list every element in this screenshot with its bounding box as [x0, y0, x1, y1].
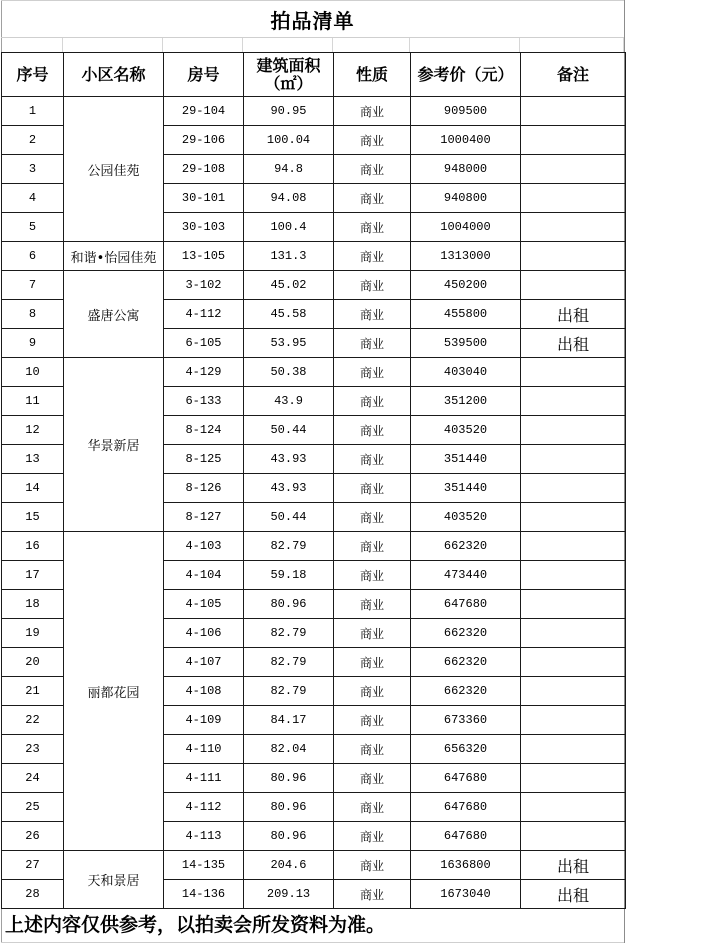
room-number-cell: 8-124 [164, 416, 244, 445]
room-number-cell: 4-111 [164, 764, 244, 793]
nature-cell: 商业 [334, 329, 411, 358]
empty-row [1, 38, 624, 52]
nature-cell: 商业 [334, 387, 411, 416]
room-number-cell: 30-101 [164, 184, 244, 213]
remark-cell [521, 97, 626, 126]
community-name-cell: 天和景居 [64, 851, 164, 909]
remark-cell [521, 416, 626, 445]
price-cell: 662320 [411, 619, 521, 648]
area-cell: 82.79 [244, 648, 334, 677]
serial-number-cell: 20 [2, 648, 64, 677]
room-number-cell: 4-113 [164, 822, 244, 851]
empty-cell [163, 38, 243, 52]
area-cell: 50.38 [244, 358, 334, 387]
serial-number-cell: 19 [2, 619, 64, 648]
room-number-cell: 29-108 [164, 155, 244, 184]
area-cell: 43.9 [244, 387, 334, 416]
room-number-cell: 4-112 [164, 793, 244, 822]
nature-cell: 商业 [334, 416, 411, 445]
price-cell: 455800 [411, 300, 521, 329]
serial-number-cell: 21 [2, 677, 64, 706]
remark-cell: 出租 [521, 300, 626, 329]
area-cell: 100.4 [244, 213, 334, 242]
nature-cell: 商业 [334, 880, 411, 909]
remark-cell [521, 822, 626, 851]
serial-number-cell: 1 [2, 97, 64, 126]
nature-cell: 商业 [334, 706, 411, 735]
price-cell: 351440 [411, 445, 521, 474]
area-cell: 94.8 [244, 155, 334, 184]
remark-cell [521, 735, 626, 764]
price-cell: 647680 [411, 590, 521, 619]
table-row [2, 271, 626, 300]
community-name-cell: 盛唐公寓 [64, 271, 164, 358]
empty-cell [520, 38, 624, 52]
community-name-cell: 华景新居 [64, 358, 164, 532]
price-cell: 403040 [411, 358, 521, 387]
auction-items-table [1, 52, 626, 909]
room-number-cell: 4-106 [164, 619, 244, 648]
header-reference-price: 参考价（元） [411, 53, 521, 97]
area-cell: 204.6 [244, 851, 334, 880]
nature-cell: 商业 [334, 184, 411, 213]
price-cell: 351440 [411, 474, 521, 503]
area-cell: 53.95 [244, 329, 334, 358]
price-cell: 403520 [411, 416, 521, 445]
remark-cell [521, 358, 626, 387]
price-cell: 647680 [411, 793, 521, 822]
nature-cell: 商业 [334, 126, 411, 155]
price-cell: 662320 [411, 648, 521, 677]
area-cell: 80.96 [244, 590, 334, 619]
nature-cell: 商业 [334, 822, 411, 851]
serial-number-cell: 6 [2, 242, 64, 271]
sheet-title: 拍品清单 [1, 0, 624, 38]
remark-cell [521, 155, 626, 184]
serial-number-cell: 12 [2, 416, 64, 445]
nature-cell: 商业 [334, 793, 411, 822]
nature-cell: 商业 [334, 677, 411, 706]
table-row [2, 97, 626, 126]
nature-cell: 商业 [334, 213, 411, 242]
remark-cell [521, 648, 626, 677]
table-body [2, 97, 626, 909]
remark-cell [521, 184, 626, 213]
price-cell: 1004000 [411, 213, 521, 242]
serial-number-cell: 26 [2, 822, 64, 851]
area-cell: 82.79 [244, 532, 334, 561]
nature-cell: 商业 [334, 358, 411, 387]
area-cell: 94.08 [244, 184, 334, 213]
header-area-label: 建筑面积 [256, 55, 321, 75]
room-number-cell: 30-103 [164, 213, 244, 242]
area-cell: 90.95 [244, 97, 334, 126]
header-community-name: 小区名称 [64, 53, 164, 97]
area-cell: 80.96 [244, 793, 334, 822]
empty-cell [243, 38, 333, 52]
remark-cell [521, 590, 626, 619]
area-cell: 84.17 [244, 706, 334, 735]
serial-number-cell: 9 [2, 329, 64, 358]
nature-cell: 商业 [334, 590, 411, 619]
table-row [2, 851, 626, 880]
price-cell: 473440 [411, 561, 521, 590]
header-row [2, 53, 626, 97]
serial-number-cell: 25 [2, 793, 64, 822]
room-number-cell: 4-109 [164, 706, 244, 735]
remark-cell [521, 271, 626, 300]
remark-cell: 出租 [521, 329, 626, 358]
price-cell: 647680 [411, 822, 521, 851]
room-number-cell: 29-106 [164, 126, 244, 155]
serial-number-cell: 27 [2, 851, 64, 880]
nature-cell: 商业 [334, 503, 411, 532]
remark-cell: 出租 [521, 851, 626, 880]
community-name-cell: 公园佳苑 [64, 97, 164, 242]
remark-cell [521, 706, 626, 735]
serial-number-cell: 18 [2, 590, 64, 619]
serial-number-cell: 5 [2, 213, 64, 242]
header-building-area [244, 53, 334, 97]
remark-cell [521, 242, 626, 271]
serial-number-cell: 8 [2, 300, 64, 329]
serial-number-cell: 16 [2, 532, 64, 561]
room-number-cell: 4-129 [164, 358, 244, 387]
remark-cell [521, 532, 626, 561]
room-number-cell: 4-105 [164, 590, 244, 619]
nature-cell: 商业 [334, 619, 411, 648]
remark-cell [521, 387, 626, 416]
room-number-cell: 8-127 [164, 503, 244, 532]
nature-cell: 商业 [334, 474, 411, 503]
nature-cell: 商业 [334, 242, 411, 271]
nature-cell: 商业 [334, 532, 411, 561]
area-cell: 43.93 [244, 474, 334, 503]
price-cell: 662320 [411, 677, 521, 706]
nature-cell: 商业 [334, 764, 411, 793]
remark-cell [521, 474, 626, 503]
serial-number-cell: 13 [2, 445, 64, 474]
area-cell: 43.93 [244, 445, 334, 474]
nature-cell: 商业 [334, 155, 411, 184]
serial-number-cell: 4 [2, 184, 64, 213]
price-cell: 1313000 [411, 242, 521, 271]
serial-number-cell: 22 [2, 706, 64, 735]
remark-cell [521, 619, 626, 648]
room-number-cell: 29-104 [164, 97, 244, 126]
room-number-cell: 4-108 [164, 677, 244, 706]
area-cell: 59.18 [244, 561, 334, 590]
remark-cell: 出租 [521, 880, 626, 909]
area-cell: 131.3 [244, 242, 334, 271]
room-number-cell: 8-125 [164, 445, 244, 474]
price-cell: 647680 [411, 764, 521, 793]
serial-number-cell: 23 [2, 735, 64, 764]
area-cell: 100.04 [244, 126, 334, 155]
nature-cell: 商业 [334, 851, 411, 880]
serial-number-cell: 14 [2, 474, 64, 503]
room-number-cell: 6-105 [164, 329, 244, 358]
header-remark: 备注 [521, 53, 626, 97]
nature-cell: 商业 [334, 271, 411, 300]
area-cell: 209.13 [244, 880, 334, 909]
empty-cell [410, 38, 520, 52]
remark-cell [521, 677, 626, 706]
serial-number-cell: 3 [2, 155, 64, 184]
remark-cell [521, 445, 626, 474]
room-number-cell: 14-135 [164, 851, 244, 880]
remark-cell [521, 126, 626, 155]
serial-number-cell: 15 [2, 503, 64, 532]
nature-cell: 商业 [334, 97, 411, 126]
area-cell: 82.04 [244, 735, 334, 764]
nature-cell: 商业 [334, 445, 411, 474]
room-number-cell: 8-126 [164, 474, 244, 503]
serial-number-cell: 11 [2, 387, 64, 416]
empty-cell [1, 38, 63, 52]
price-cell: 351200 [411, 387, 521, 416]
nature-cell: 商业 [334, 300, 411, 329]
price-cell: 450200 [411, 271, 521, 300]
footer-note: 上述内容仅供参考，以拍卖会所发资料为准。 [1, 908, 624, 943]
serial-number-cell: 7 [2, 271, 64, 300]
price-cell: 403520 [411, 503, 521, 532]
room-number-cell: 3-102 [164, 271, 244, 300]
room-number-cell: 4-110 [164, 735, 244, 764]
area-cell: 80.96 [244, 822, 334, 851]
area-cell: 82.79 [244, 619, 334, 648]
price-cell: 656320 [411, 735, 521, 764]
remark-cell [521, 764, 626, 793]
community-name-cell: 和谐•怡园佳苑 [64, 242, 164, 271]
serial-number-cell: 28 [2, 880, 64, 909]
remark-cell [521, 561, 626, 590]
header-room-number: 房号 [164, 53, 244, 97]
header-serial-number: 序号 [2, 53, 64, 97]
header-area-unit: （㎡） [264, 73, 313, 93]
price-cell: 940800 [411, 184, 521, 213]
price-cell: 673360 [411, 706, 521, 735]
serial-number-cell: 10 [2, 358, 64, 387]
remark-cell [521, 793, 626, 822]
empty-cell [333, 38, 410, 52]
area-cell: 45.02 [244, 271, 334, 300]
empty-cell [63, 38, 163, 52]
price-cell: 909500 [411, 97, 521, 126]
room-number-cell: 14-136 [164, 880, 244, 909]
price-cell: 1636800 [411, 851, 521, 880]
price-cell: 662320 [411, 532, 521, 561]
serial-number-cell: 2 [2, 126, 64, 155]
nature-cell: 商业 [334, 648, 411, 677]
nature-cell: 商业 [334, 735, 411, 764]
table-row [2, 532, 626, 561]
room-number-cell: 4-107 [164, 648, 244, 677]
room-number-cell: 4-104 [164, 561, 244, 590]
room-number-cell: 4-112 [164, 300, 244, 329]
price-cell: 1673040 [411, 880, 521, 909]
remark-cell [521, 503, 626, 532]
area-cell: 45.58 [244, 300, 334, 329]
area-cell: 82.79 [244, 677, 334, 706]
area-cell: 50.44 [244, 416, 334, 445]
area-cell: 80.96 [244, 764, 334, 793]
community-name-cell: 丽都花园 [64, 532, 164, 851]
nature-cell: 商业 [334, 561, 411, 590]
table-row [2, 242, 626, 271]
room-number-cell: 6-133 [164, 387, 244, 416]
room-number-cell: 4-103 [164, 532, 244, 561]
price-cell: 539500 [411, 329, 521, 358]
header-nature: 性质 [334, 53, 411, 97]
table-row [2, 358, 626, 387]
serial-number-cell: 17 [2, 561, 64, 590]
room-number-cell: 13-105 [164, 242, 244, 271]
serial-number-cell: 24 [2, 764, 64, 793]
price-cell: 1000400 [411, 126, 521, 155]
table-header [2, 53, 626, 97]
area-cell: 50.44 [244, 503, 334, 532]
remark-cell [521, 213, 626, 242]
price-cell: 948000 [411, 155, 521, 184]
